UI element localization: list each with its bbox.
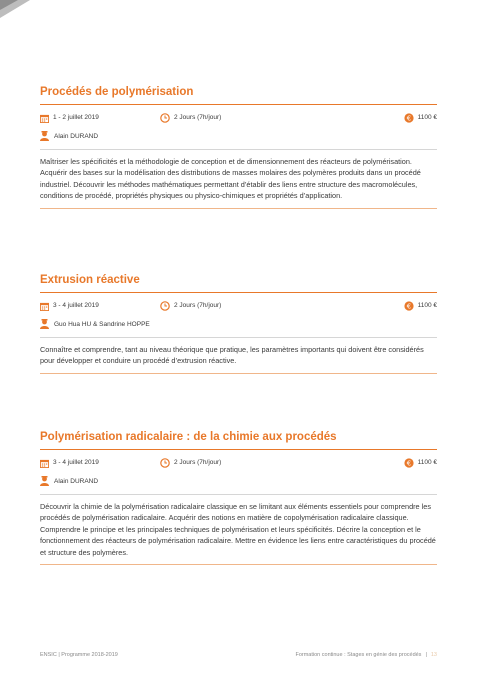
corner-decoration bbox=[0, 0, 30, 22]
footer-right bbox=[295, 652, 437, 658]
course-trainer bbox=[40, 475, 437, 487]
course-duration bbox=[160, 457, 221, 469]
section-divider bbox=[40, 373, 437, 374]
date-text: 3 - 4 juillet 2019 bbox=[53, 459, 99, 466]
course-date bbox=[40, 300, 99, 312]
course-section-1 bbox=[40, 84, 437, 209]
course-meta bbox=[40, 112, 437, 124]
course-description: Découvrir la chimie de la polymérisation radicalaire classique en se limitant aux éléments essentiels pour comprendre les procédés de polymérisation radicalaire. Acquérir des notions en matière de copolymérisation radicalaire classique. Comprendre le principe et les principales techniques de polymérisation et leurs spécificités. Décrire la conception et le fonctionnement des réacteurs de polymérisation radicalaire. Mettre en évidence les liens entre caractéristiques du procédé et structure des polymères. bbox=[40, 502, 436, 557]
footer-title: Formation continue : Stages en génie des procédés bbox=[295, 652, 422, 658]
duration-text: 2 Jours (7h/jour) bbox=[174, 302, 222, 309]
trainer-name: Alain DURAND bbox=[54, 132, 99, 140]
course-description: Maîtriser les spécificités et la méthodologie de conception et de dimensionnement des réacteurs de polymérisation. Acquérir des bases sur la modélisation des distributions de masses molaires des polymères produits dans un procédé industriel. Découvrir les méthodes mathématiques permettant d’établir des liens entre structure des macromolécules, conditions de procédé, propriétés physiques ou physico-chimiques et propriétés d’application. bbox=[40, 157, 421, 201]
course-section-2 bbox=[40, 272, 437, 374]
course-trainer bbox=[40, 318, 437, 330]
date-text: 1 - 2 juillet 2019 bbox=[53, 114, 99, 121]
duration-text: 2 Jours (7h/jour) bbox=[174, 114, 222, 121]
euro-icon bbox=[404, 113, 414, 123]
euro-icon bbox=[404, 301, 414, 311]
course-date bbox=[40, 457, 99, 469]
duration-text: 2 Jours (7h/jour) bbox=[174, 459, 222, 466]
course-title: Extrusion réactive bbox=[40, 274, 140, 286]
clock-icon bbox=[160, 301, 170, 311]
course-price bbox=[404, 112, 437, 124]
clock-icon bbox=[160, 458, 170, 468]
course-date bbox=[40, 112, 99, 124]
date-text: 3 - 4 juillet 2019 bbox=[53, 302, 99, 309]
section-divider bbox=[40, 208, 437, 209]
title-divider bbox=[40, 104, 437, 105]
clock-icon bbox=[160, 113, 170, 123]
title-divider bbox=[40, 292, 437, 293]
course-duration bbox=[160, 112, 221, 124]
course-trainer bbox=[40, 130, 437, 142]
page-number: 13 bbox=[430, 652, 437, 658]
calendar-icon bbox=[40, 114, 49, 123]
person-icon bbox=[40, 476, 49, 486]
svg-text:€: € bbox=[406, 114, 411, 123]
svg-text:€: € bbox=[406, 459, 411, 468]
price-text: 1100 € bbox=[417, 459, 437, 466]
trainer-name: Alain DURAND bbox=[54, 477, 99, 485]
euro-icon bbox=[404, 458, 414, 468]
calendar-icon bbox=[40, 302, 49, 311]
section-divider bbox=[40, 564, 437, 565]
price-text: 1100 € bbox=[417, 114, 437, 121]
course-title: Polymérisation radicalaire : de la chimie aux procédés bbox=[40, 431, 337, 443]
person-icon bbox=[40, 131, 49, 141]
course-description: Connaître et comprendre, tant au niveau théorique que pratique, les paramètres importants qui doivent être considérés pour développer et conduire un procédé d’extrusion réactive. bbox=[40, 345, 424, 366]
title-divider bbox=[40, 449, 437, 450]
footer-left: ENSIC | Programme 2018-2019 bbox=[40, 652, 118, 658]
course-meta bbox=[40, 457, 437, 469]
trainer-name: Guo Hua HU & Sandrine HOPPE bbox=[54, 320, 150, 328]
course-meta bbox=[40, 300, 437, 312]
course-section-3 bbox=[40, 429, 437, 565]
course-title: Procédés de polymérisation bbox=[40, 86, 194, 98]
footer-separator: | bbox=[425, 652, 427, 658]
course-price bbox=[404, 300, 437, 312]
price-text: 1100 € bbox=[417, 302, 437, 309]
svg-text:€: € bbox=[406, 302, 411, 311]
calendar-icon bbox=[40, 459, 49, 468]
person-icon bbox=[40, 319, 49, 329]
course-price bbox=[404, 457, 437, 469]
course-duration bbox=[160, 300, 221, 312]
